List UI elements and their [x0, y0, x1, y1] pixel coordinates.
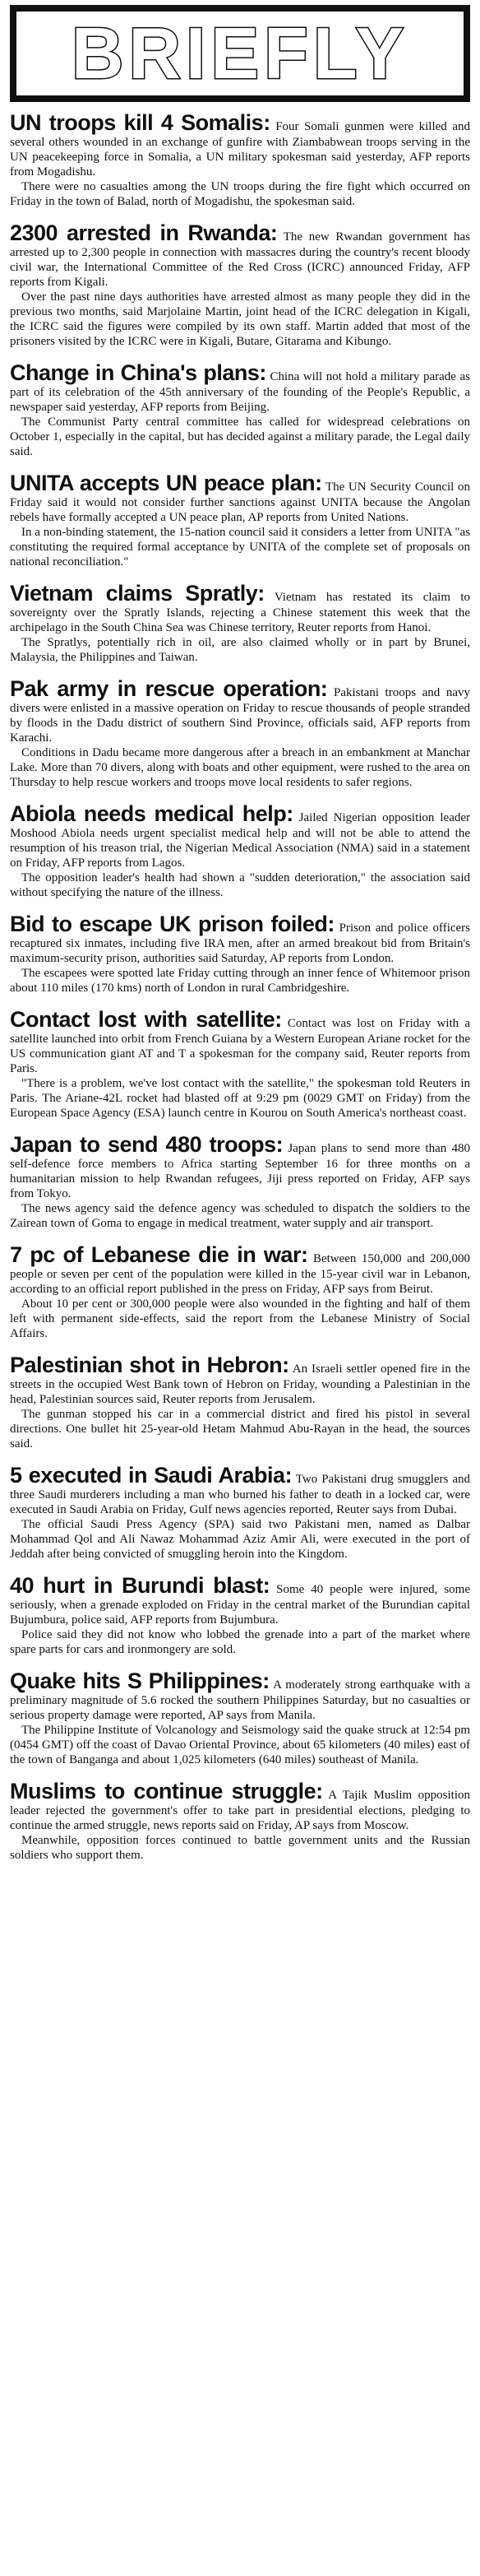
brief-lead-paragraph: [10, 1132, 470, 1201]
brief-lead-paragraph: [10, 912, 470, 966]
brief-headline: UNITA accepts UN peace plan:: [10, 471, 322, 495]
brief-lead-text: Two Pakistani drug smugglers and three Saudi murderers including a man who burned his father to death in a locked car, were executed in Saudi Arabia on Friday, Gulf news agencies reported, Reuter says from Dubai.: [10, 1473, 470, 1516]
brief-headline: 7 pc of Lebanese die in war:: [10, 1242, 308, 1267]
news-brief: [10, 1242, 470, 1341]
brief-headline: 5 executed in Saudi Arabia:: [10, 1463, 293, 1488]
brief-lead-text: The UN Security Council on Friday said it would not consider further sanctions against UNITA because the Angolan rebels have formally accepted a UN peace plan, AP reports from United Nations.: [10, 480, 470, 524]
brief-body-paragraph: Meanwhile, opposition forces continued to battle government units and the Russian soldiers who support them.: [10, 1834, 470, 1862]
masthead-title: BRIEFLY: [71, 12, 409, 94]
brief-body-paragraph: The escapees were spotted late Friday cutting through an inner fence of Whitemoor prison about 110 miles (170 kms) north of London in rural Cambridgeshire.: [10, 967, 470, 995]
brief-headline: 2300 arrested in Rwanda:: [10, 220, 278, 245]
news-brief: [10, 1779, 470, 1863]
news-brief: [10, 1007, 470, 1121]
news-brief: [10, 676, 470, 790]
brief-lead-text: Japan plans to send more than 480 self-defence force members to Africa starting September 16 for three months on a humanitarian mission to help Rwandan refugees, Jiji press reported on Friday, AFP says from Tokyo.: [10, 1142, 471, 1200]
brief-headline: Japan to send 480 troops:: [10, 1132, 284, 1157]
brief-lead-paragraph: [10, 220, 470, 290]
brief-lead-text: Prison and police officers recaptured six inmates, including five IRA men, after an armed breakout bid from Britain's maximum-security prison, authorities said Saturday, AP reports from London.: [10, 921, 471, 965]
brief-body-paragraph: Police said they did not know who lobbed the grenade into a part of the market where spare parts for cars and ironmongery are sold.: [10, 1628, 470, 1656]
brief-body-paragraph: The opposition leader's health had shown a "sudden deterioration," the association said without specifying the nature of the illness.: [10, 871, 470, 899]
news-brief: [10, 471, 470, 569]
news-brief: [10, 1132, 470, 1231]
brief-lead-text: Between 150,000 and 200,000 people or seven per cent of the population were killed in the 15-year civil war in Lebanon, according to an official report published in the press on Friday, AFP says from Beirut.: [10, 1252, 470, 1296]
brief-body-paragraph: About 10 per cent or 300,000 people were also wounded in the fighting and half of them left with permanent side-effects, said the report from the Lebanese Ministry of Social Affairs.: [10, 1297, 470, 1340]
brief-lead-text: China will not hold a military parade as part of its celebration of the 45th anniversary of the founding of the People's Republic, a newspaper said yesterday, AFP reports from Beijing.: [10, 370, 470, 414]
brief-lead-paragraph: [10, 801, 470, 870]
news-brief: [10, 220, 470, 349]
brief-headline: 40 hurt in Burundi blast:: [10, 1573, 270, 1598]
news-brief: [10, 1573, 470, 1657]
brief-lead-paragraph: [10, 1573, 470, 1627]
brief-lead-paragraph: [10, 1242, 470, 1297]
news-brief: [10, 581, 470, 665]
brief-body-paragraph: In a non-binding statement, the 15-nation council said it considers a letter from UNITA "as constituting the required formal acceptance by UNITA of the complete set of proposals on national reconciliation.": [10, 526, 470, 569]
news-brief: [10, 1669, 470, 1767]
brief-lead-paragraph: [10, 471, 470, 525]
news-brief: [10, 360, 470, 459]
brief-headline: Abiola needs medical help:: [10, 801, 293, 826]
brief-lead-text: Vietnam has restated its claim to sovereignty over the Spratly Islands, rejecting a Chinese statement this week that the archipelago in the South China Sea was Chinese territory, Reuter reports from Hanoi.: [10, 591, 470, 634]
news-brief: [10, 912, 470, 996]
brief-body-paragraph: The news agency said the defence agency was scheduled to dispatch the soldiers to the Zairean town of Goma to engage in medical treatment, water supply and air transport.: [10, 1202, 470, 1230]
brief-body-paragraph: The Philippine Institute of Volcanology and Seismology said the quake struck at 12:54 pm (0454 GMT) off the coast of Davao Oriental Province, about 65 kilometers (40 miles) east of the town of Banganga and about 1,025 kilometers (640 miles) southeast of Manila.: [10, 1724, 470, 1766]
brief-lead-paragraph: [10, 1669, 470, 1723]
brief-lead-text: The new Rwandan government has arrested up to 2,300 people in connection with massacres during the country's recent bloody civil war, the International Committee of the Red Cross (ICRC) announced Friday, AFP reports from Kigali.: [10, 230, 470, 289]
brief-lead-paragraph: [10, 1353, 470, 1407]
brief-body-paragraph: The Spratlys, potentially rich in oil, are also claimed wholly or in part by Brunei, Malaysia, the Philippines and Taiwan.: [10, 636, 470, 664]
brief-body-paragraph: There were no casualties among the UN troops during the fire fight which occurred on Friday in the town of Balad, north of Mogadishu, the spokesman said.: [10, 180, 470, 208]
brief-lead-paragraph: [10, 360, 470, 415]
brief-lead-paragraph: [10, 1463, 470, 1517]
brief-body-paragraph: The official Saudi Press Agency (SPA) said two Pakistani men, named as Dalbar Mohammad Qol and Ali Nawaz Mohammad Aziz Amir Ali, were executed in the port of Jeddah after being convicted of smuggling heroin into the Kingdom.: [10, 1518, 470, 1561]
news-brief: [10, 1463, 470, 1562]
news-brief: [10, 801, 470, 900]
news-brief: [10, 110, 470, 209]
brief-lead-text: Pakistani troops and navy divers were enlisted in a massive operation on Friday to rescue thousands of people stranded by floods in the Dadu district of southern Sind Province, officials said, AFP reports from Karachi.: [10, 686, 470, 745]
brief-headline: Muslims to continue struggle:: [10, 1779, 323, 1803]
brief-body-paragraph: The gunman stopped his car in a commercial district and fired his pistol in several directions. One bullet hit 25-year-old Hetam Mahmud Abu-Rayan in the head, the sources said.: [10, 1408, 470, 1450]
brief-body-paragraph: The Communist Party central committee has called for widespread celebrations on October 1, especially in the capital, but has decided against a military parade, the Legal daily said.: [10, 415, 470, 458]
brief-lead-paragraph: [10, 1007, 470, 1076]
news-brief: [10, 1353, 470, 1451]
brief-lead-text: Jailed Nigerian opposition leader Moshood Abiola needs urgent specialist medical help and will not be able to attend the resumption of his treason trial, the Nigerian Medical Association (NMA) said in a statement on Friday, AFP reports from Lagos.: [10, 811, 471, 870]
brief-lead-text: An Israeli settler opened fire in the streets in the occupied West Bank town of Hebron on Friday, wounding a Palestinian in the head, Palestinian sources said, Reuter reports from Jerusalem.: [10, 1362, 470, 1406]
brief-lead-text: Some 40 people were injured, some seriously, when a grenade exploded on Friday in the central market of the Burundian capital Bujumbura, police said, AFP reports from Bujumbura.: [10, 1583, 470, 1627]
brief-lead-paragraph: [10, 581, 470, 635]
brief-lead-text: Four Somali gunmen were killed and several others wounded in an exchange of gunfire with Ziambabwean troops serving in the UN peacekeeping force in Somalia, a UN military spokesman said yesterday, AFP reports from Mogadishu.: [10, 120, 470, 179]
brief-body-paragraph: Conditions in Dadu became more dangerous after a breach in an embankment at Manchar Lake. More than 70 divers, along with boats and other equipment, were rushed to the area on Thursday to help rescue workers and troops move local residents to safer regions.: [10, 746, 470, 789]
brief-lead-text: A Tajik Muslim opposition leader rejected the government's offer to take part in presidential elections, pledging to continue the armed struggle, news reports said on Friday, AP says from Moscow.: [10, 1789, 471, 1832]
brief-headline: Quake hits S Philippines:: [10, 1669, 270, 1693]
brief-headline: Pak army in rescue operation:: [10, 676, 328, 701]
brief-headline: Palestinian shot in Hebron:: [10, 1353, 289, 1377]
brief-lead-paragraph: [10, 676, 470, 745]
brief-headline: Change in China's plans:: [10, 360, 266, 385]
brief-headline: Vietnam claims Spratly:: [10, 581, 265, 606]
brief-lead-text: A moderately strong earthquake with a preliminary magnitude of 5.6 rocked the southern Philippines Saturday, but no casualties or serious property damage were reported, AP says from Manila.: [10, 1678, 470, 1722]
brief-headline: UN troops kill 4 Somalis:: [10, 110, 270, 135]
brief-lead-paragraph: [10, 110, 470, 179]
stories-column: [10, 110, 470, 1863]
brief-headline: Contact lost with satellite:: [10, 1007, 282, 1032]
masthead-box: [10, 5, 470, 102]
brief-lead-text: Contact was lost on Friday with a satellite launched into orbit from French Guiana by a Western European Ariane rocket for the US communication giant AT and T a spokesman for the company said, Reuter reports from Paris.: [10, 1017, 470, 1075]
brief-body-paragraph: "There is a problem, we've lost contact with the satellite," the spokesman told Reuters in Paris. The Ariane-42L rocket had blasted off at 9:29 pm (0029 GMT on Friday) from the European Space Agency (ESA) launch centre in Kourou on South America's northeast coast.: [10, 1077, 470, 1120]
brief-lead-paragraph: [10, 1779, 470, 1833]
brief-headline: Bid to escape UK prison foiled:: [10, 912, 335, 936]
brief-body-paragraph: Over the past nine days authorities have arrested almost as many people they did in the previous two months, said Marjolaine Martin, joint head of the ICRC delegation in Kigali, the ICRC said the figures were compiled by its own staff. Martin added that most of the prisoners visited by the ICRC were in Kigali, Butare, Gitarama and Kibungo.: [10, 290, 470, 348]
